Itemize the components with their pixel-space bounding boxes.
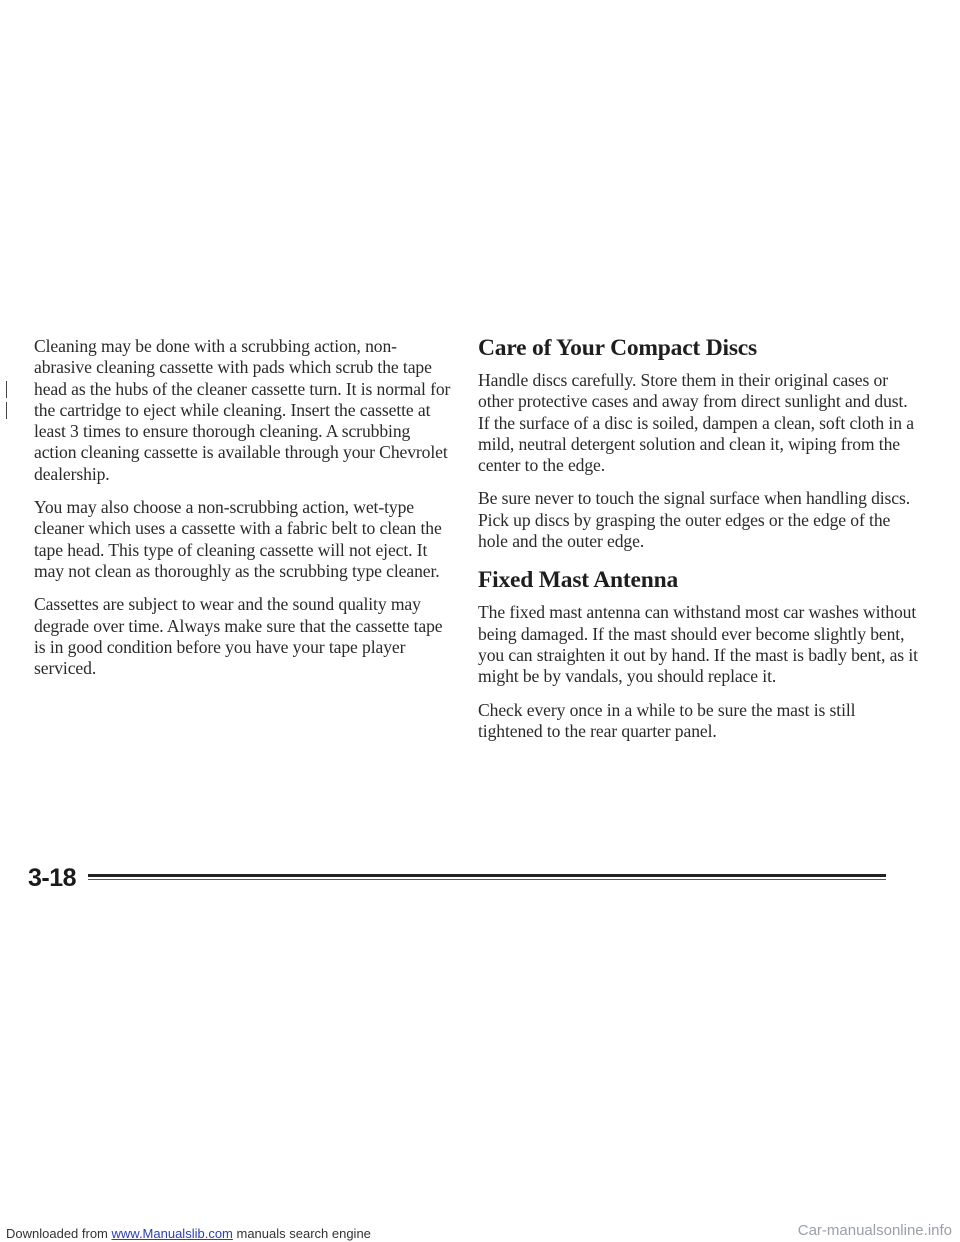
paragraph-antenna-washes: The fixed mast antenna can withstand most car washes without being damaged. If the mast should ever become slightly bent, you can straighten it out by hand. If the mast is badly bent, as it might be by vandals, you should replace it. [478, 602, 918, 687]
paragraph-cleaning-scrubbing: Cleaning may be done with a scrubbing action, non-abrasive cleaning cassette with pads which scrub the tape head as the hubs of the cleaner cassette turn. It is normal for the cartridge to eject while cleaning. Insert the cassette at least 3 times to ensure thorough cleaning. A scrubbing action cleaning cassette is available through your Chevrolet dealership. [34, 336, 451, 484]
paragraph-signal-surface: Be sure never to touch the signal surface when handling discs. Pick up discs by grasping the outer edges or the edge of the hole and the outer edge. [478, 488, 911, 552]
paragraph-cassette-wear: Cassettes are subject to wear and the sound quality may degrade over time. Always make sure that the cassette tape is in good condition before you have your tape player serviced. [34, 594, 443, 679]
site-watermark: Car-manualsonline.info [797, 1222, 952, 1239]
left-column [34, 336, 454, 691]
paragraph-antenna-check: Check every once in a while to be sure the mast is still tightened to the rear quarter panel. [478, 699, 856, 741]
paragraph-handle-discs: Handle discs carefully. Store them in their original cases or other protective cases and away from direct sunlight and dust. If the surface of a disc is soiled, dampen a clean, soft cloth in a mild, neutral detergent solution and clean it, wiping from the center to the edge. [478, 370, 914, 476]
right-column [478, 334, 918, 754]
manualslib-link[interactable]: www.Manualslib.com [111, 1226, 233, 1241]
paragraph-cleaning-wet-type: You may also choose a non-scrubbing action, wet-type cleaner which uses a cassette with a fabric belt to clean the tape head. This type of cleaning cassette will not eject. It may not clean as thoroughly as the scrubbing type cleaner. [34, 497, 442, 581]
section-heading-compact-discs: Care of Your Compact Discs [478, 335, 757, 361]
watermark-prefix: Downloaded from [6, 1226, 112, 1241]
footer-rule [88, 874, 886, 880]
revision-bar [6, 381, 7, 398]
watermark-suffix: manuals search engine [232, 1226, 371, 1241]
page-number: 3-18 [28, 864, 77, 892]
section-heading-antenna: Fixed Mast Antenna [478, 567, 679, 594]
revision-bar [6, 402, 7, 419]
download-watermark [6, 1226, 371, 1241]
